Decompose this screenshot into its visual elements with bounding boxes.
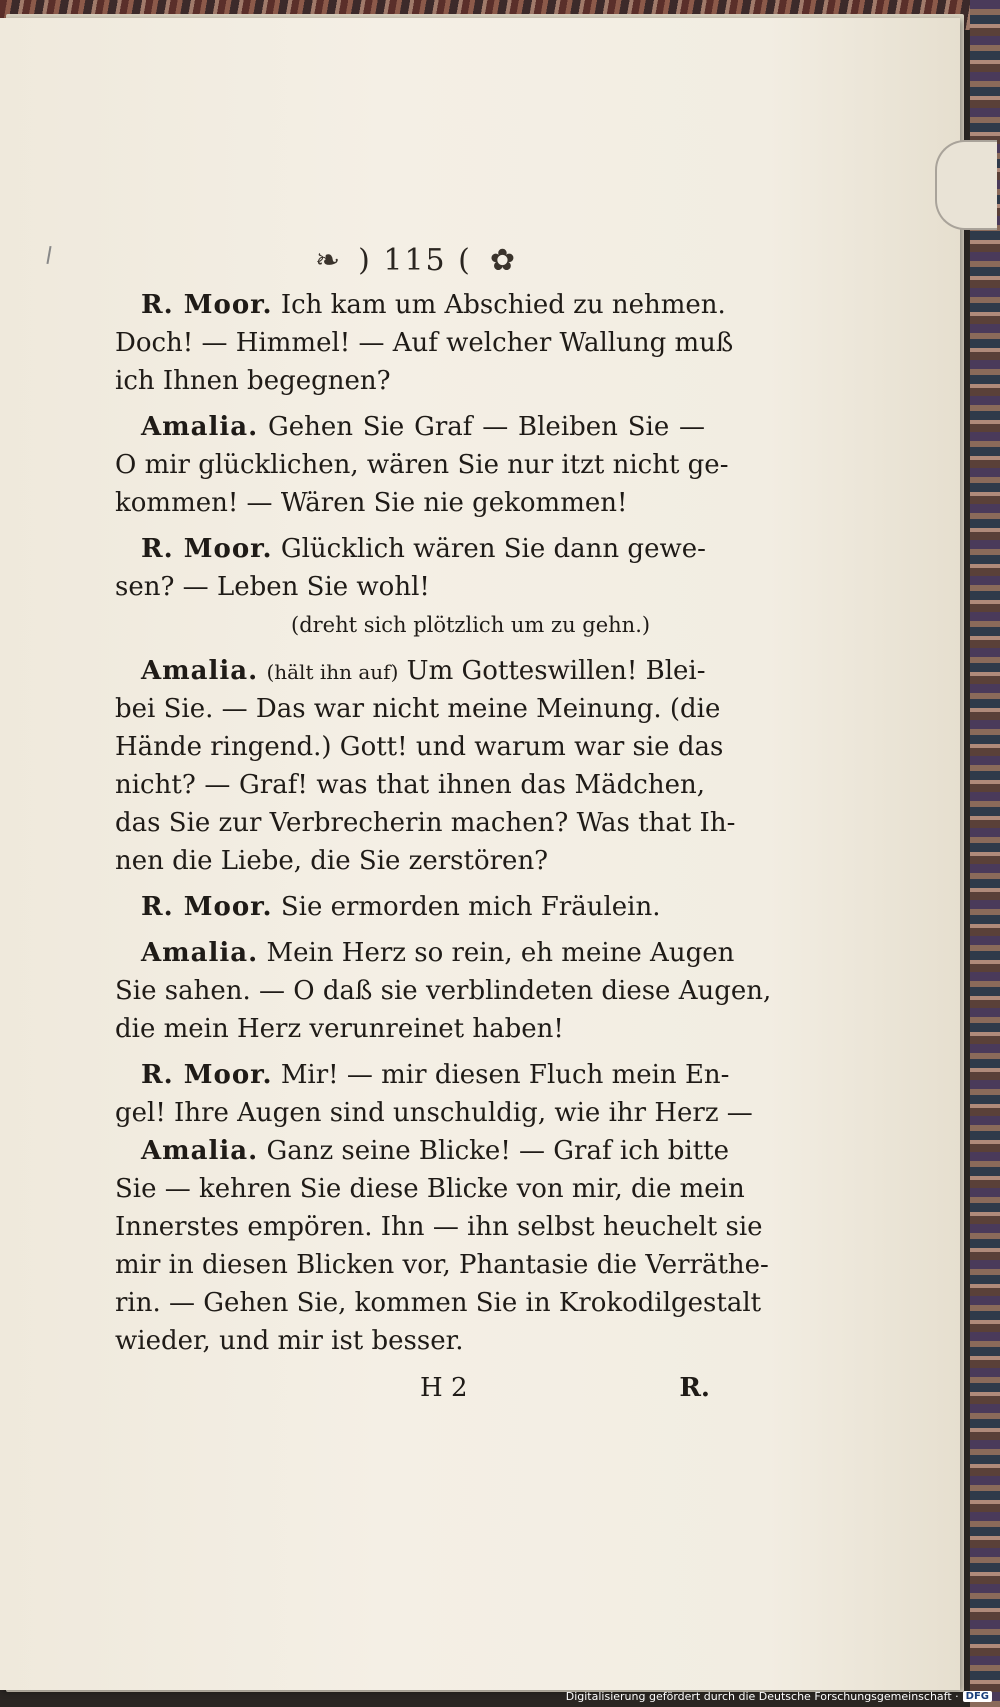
line-text: Sie sahen. — O daß sie verblindeten diese Augen, <box>115 976 772 1006</box>
book-cover-edge <box>970 0 1000 1707</box>
line-text: wieder, und mir ist besser. <box>115 1326 464 1356</box>
text-line <box>115 1208 763 1246</box>
text-line <box>115 652 705 690</box>
text-line <box>115 324 734 362</box>
line-text: das Sie zur Verbrecherin machen? Was that Ih- <box>115 808 736 838</box>
catchword: R. <box>679 1373 710 1403</box>
line-text: Sie ermorden mich Fräulein. <box>280 892 661 922</box>
page-number: ) 115 ( <box>358 242 472 278</box>
speaker-name: Amalia. <box>141 1136 259 1166</box>
ornament-left-icon: ❧ <box>314 242 341 278</box>
line-text: Ich kam um Abschied zu nehmen. <box>280 290 726 320</box>
line-text: O mir glücklichen, wären Sie nur itzt nicht ge- <box>115 450 729 480</box>
credit-text: Digitalisierung gefördert durch die Deutsche Forschungsgemeinschaft · <box>565 1690 959 1703</box>
speaker-name: R. Moor. <box>141 892 273 922</box>
speaker-name: R. Moor. <box>141 534 273 564</box>
line-text: Hände ringend.) Gott! und warum war sie das <box>115 732 724 762</box>
speaker-name: R. Moor. <box>141 1060 273 1090</box>
text-line <box>115 690 721 728</box>
text-line <box>115 362 705 400</box>
page-header <box>290 240 540 280</box>
text-line <box>115 286 726 324</box>
line-text: nen die Liebe, die Sie zerstören? <box>115 846 549 876</box>
line-text: ich Ihnen begegnen? <box>115 366 391 396</box>
speaker-name: Amalia. <box>141 938 259 968</box>
text-block <box>115 286 772 1360</box>
text-line <box>115 530 705 568</box>
line-text: Sie — kehren Sie diese Blicke von mir, die mein <box>115 1174 745 1204</box>
text-line <box>115 842 705 880</box>
text-line <box>115 934 735 972</box>
text-line <box>115 972 772 1010</box>
line-text: kommen! — Wären Sie nie gekommen! <box>115 488 628 518</box>
line-text: die mein Herz verunreinet haben! <box>115 1014 564 1044</box>
margin-mark <box>46 246 51 264</box>
dfg-logo: DFG <box>963 1691 992 1702</box>
digitization-credit <box>566 1690 992 1703</box>
text-line <box>115 1010 705 1048</box>
text-line <box>115 766 705 804</box>
line-text: Gehen Sie Graf — Bleiben Sie — <box>267 412 706 442</box>
line-text: bei Sie. — Das war nicht meine Meinung. (die <box>115 694 721 724</box>
text-line <box>115 888 705 926</box>
text-line <box>115 1322 705 1360</box>
text-line <box>115 484 705 522</box>
line-text: Glücklich wären Sie dann gewe- <box>280 534 706 564</box>
signature-mark: H 2 <box>420 1373 468 1403</box>
text-line <box>115 804 736 842</box>
line-text: Doch! — Himmel! — Auf welcher Wallung muß <box>115 328 734 358</box>
line-text: mir in diesen Blicken vor, Phantasie die Verräthe- <box>115 1250 769 1280</box>
speaker-name: Amalia. <box>141 412 259 442</box>
text-line <box>115 728 724 766</box>
line-text: gel! Ihre Augen sind unschuldig, wie ihr Herz — <box>115 1098 753 1128</box>
direction-text: (dreht sich plötzlich um zu gehn.) <box>291 613 651 637</box>
text-line <box>115 1132 730 1170</box>
line-text: Mir! — mir diesen Fluch mein En- <box>280 1060 730 1090</box>
line-text: Um Gotteswillen! Blei- <box>406 656 706 686</box>
line-text: Ganz seine Blicke! — Graf ich bitte <box>266 1136 730 1166</box>
line-text: Mein Herz so rein, eh meine Augen <box>266 938 735 968</box>
page-tab <box>935 140 997 230</box>
speaker-name: Amalia. <box>141 656 259 686</box>
speaker-name: R. Moor. <box>141 290 273 320</box>
page-footer <box>380 1373 710 1413</box>
stage-direction: (hält ihn auf) <box>266 660 399 684</box>
line-text: Innerstes empören. Ihn — ihn selbst heuchelt sie <box>115 1212 763 1242</box>
stage-direction <box>115 606 705 644</box>
text-line <box>115 1056 730 1094</box>
line-text: nicht? — Graf! was that ihnen das Mädchen, <box>115 770 705 800</box>
text-line <box>115 1094 753 1132</box>
text-line <box>115 1284 762 1322</box>
text-line <box>115 1170 745 1208</box>
book-page <box>0 18 960 1690</box>
ornament-right-icon: ✿ <box>489 242 516 278</box>
line-text: sen? — Leben Sie wohl! <box>115 572 430 602</box>
line-text: rin. — Gehen Sie, kommen Sie in Krokodilgestalt <box>115 1288 762 1318</box>
text-line <box>115 1246 769 1284</box>
text-line <box>115 408 705 446</box>
text-line <box>115 446 729 484</box>
text-line <box>115 568 705 606</box>
